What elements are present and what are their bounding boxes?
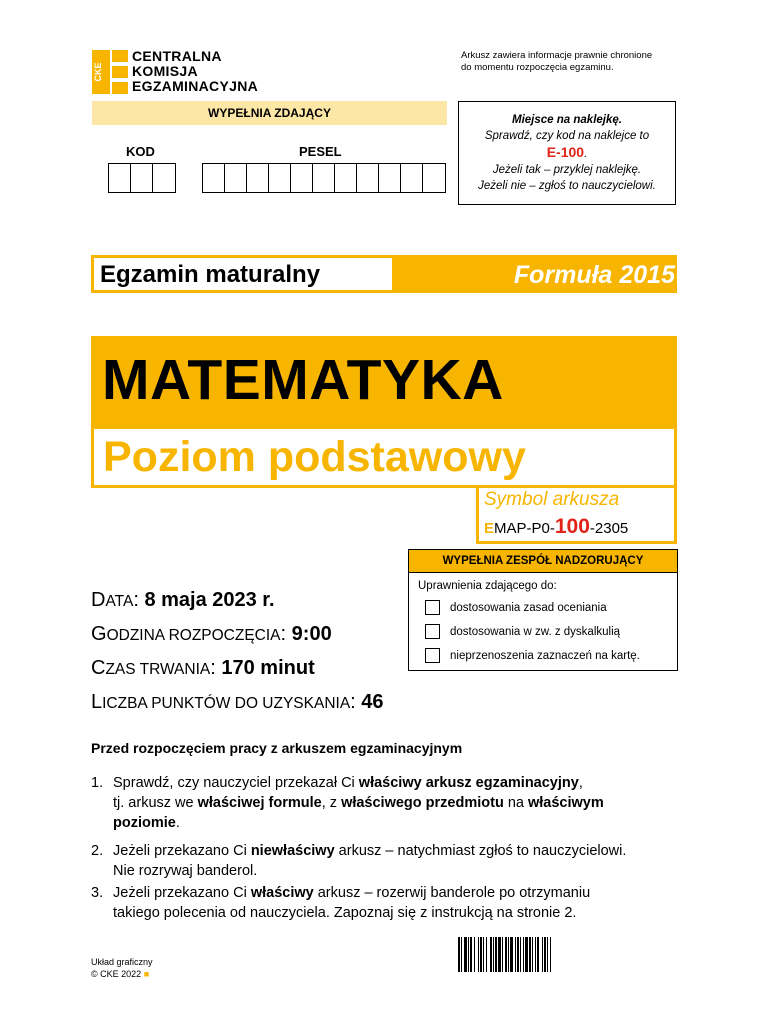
instruction-item — [91, 883, 671, 923]
footer-copyright: © CKE 2022 ■ — [91, 969, 150, 979]
instruction-text: Jeżeli przekazano Ci właściwy arkusz – rozerwij banderole po otrzymaniu takiego polecenia od nauczyciela. Zapoznaj się z instrukcją na stronie 2. — [113, 885, 591, 921]
kod-label: KOD — [126, 144, 155, 159]
subject-level: Poziom podstawowy — [103, 433, 526, 481]
barcode-bar — [551, 937, 553, 972]
exam-formula: Formuła 2015 — [513, 261, 675, 289]
time-value: 9:00 — [291, 623, 332, 645]
duration-label: ZAS TRWANIA — [105, 661, 211, 678]
exam-name: Egzamin maturalny — [94, 258, 392, 290]
kod-field[interactable] — [108, 163, 176, 193]
pesel-digit-box[interactable] — [379, 164, 401, 192]
pesel-digit-box[interactable] — [357, 164, 379, 192]
privilege-item — [425, 624, 620, 639]
time-label-initial: G — [91, 623, 107, 645]
pesel-digit-box[interactable] — [335, 164, 357, 192]
sticker-title: Miejsce na naklejkę. — [512, 114, 622, 126]
privilege-checkbox[interactable] — [425, 600, 440, 615]
points-value: 46 — [361, 691, 384, 713]
exam-date: DATA: 8 maja 2023 r. — [91, 589, 275, 611]
sticker-code: E-100 — [546, 144, 585, 160]
instruction-item — [91, 841, 671, 881]
supervisors-header: WYPEŁNIA ZESPÓŁ NADZORUJĄCY — [408, 549, 678, 573]
privilege-item — [425, 648, 640, 663]
kod-digit-box[interactable] — [131, 164, 153, 192]
institution-line-3: EGZAMINACYJNA — [132, 78, 259, 94]
privilege-checkbox[interactable] — [425, 648, 440, 663]
cke-logo-icon — [92, 50, 128, 94]
symbol-label: Symbol arkusza — [484, 489, 620, 510]
pesel-digit-box[interactable] — [203, 164, 225, 192]
notice-line-2: do momentu rozpoczęcia egzaminu. — [461, 62, 614, 73]
institution-line-1: CENTRALNA — [132, 48, 222, 64]
instructions-title: Przed rozpoczęciem pracy z arkuszem egzaminacyjnym — [91, 740, 463, 756]
pesel-digit-box[interactable] — [423, 164, 445, 192]
instruction-text: Sprawdź, czy nauczyciel przekazał Ci właściwy arkusz egzaminacyjny, tj. arkusz we właściwej formule, z właściwego przedmiotu na właściwym poziomie. — [113, 775, 604, 831]
subject-title: MATEMATYKA — [102, 348, 504, 412]
instruction-number: 1. — [91, 775, 104, 791]
legal-notice — [461, 50, 652, 74]
symbol-suffix: -2305 — [589, 520, 629, 537]
duration-label-initial: C — [91, 657, 106, 679]
pesel-label: PESEL — [299, 144, 342, 159]
sticker-yes-line: Jeżeli tak – przyklej naklejkę. — [492, 164, 642, 176]
supervisors-intro: Uprawnienia zdającego do: — [418, 580, 557, 592]
points-label-initial: L — [91, 691, 103, 713]
pesel-digit-box[interactable] — [247, 164, 269, 192]
exam-start-time: GODZINA ROZPOCZĘCIA: 9:00 — [91, 623, 332, 645]
privilege-checkbox[interactable] — [425, 624, 440, 639]
candidate-section-header: WYPEŁNIA ZDAJĄCY — [92, 101, 447, 125]
kod-digit-box[interactable] — [153, 164, 175, 192]
instruction-text: Jeżeli przekazano Ci niewłaściwy arkusz – natychmiast zgłoś to nauczycielowi. Nie rozrywaj banderol. — [113, 843, 627, 879]
institution-line-2: KOMISJA — [132, 63, 198, 79]
time-label: ODZINA ROZPOCZĘCIA — [106, 627, 281, 644]
kod-digit-box[interactable] — [109, 164, 131, 192]
cke-mini-logo-icon: ■ — [143, 969, 150, 979]
privilege-label: dostosowania w zw. z dyskalkulią — [450, 625, 621, 638]
sticker-code-line — [459, 144, 675, 162]
notice-line-1: Arkusz zawiera informacje prawnie chronione — [461, 50, 653, 61]
exam-duration: CZAS TRWANIA: 170 minut — [91, 657, 315, 679]
instruction-number: 3. — [91, 885, 104, 901]
exam-points: LICZBA PUNKTÓW DO UZYSKANIA: 46 — [91, 691, 384, 713]
sticker-area — [458, 101, 676, 205]
privilege-label: nieprzenoszenia zaznaczeń na kartę. — [450, 649, 640, 662]
svg-text:CKE: CKE — [93, 62, 103, 82]
barcode — [458, 937, 675, 972]
pesel-field[interactable] — [202, 163, 446, 193]
symbol-prefix: MAP-P0- — [494, 520, 555, 537]
sticker-no-line: Jeżeli nie – zgłoś to nauczycielowi. — [478, 180, 656, 192]
sticker-code-suffix: . — [584, 148, 588, 160]
pesel-digit-box[interactable] — [313, 164, 335, 192]
symbol-number: 100 — [554, 515, 590, 538]
sticker-instruction: Sprawdź, czy kod na naklejce to — [484, 130, 650, 142]
privilege-label: dostosowania zasad oceniania — [450, 601, 607, 614]
symbol-code — [484, 514, 628, 542]
pesel-digit-box[interactable] — [225, 164, 247, 192]
pesel-digit-box[interactable] — [291, 164, 313, 192]
footer — [91, 956, 153, 980]
privilege-item — [425, 600, 607, 615]
instruction-item — [91, 773, 671, 833]
date-value: 8 maja 2023 r. — [144, 589, 275, 611]
institution-name — [132, 49, 258, 94]
pesel-digit-box[interactable] — [401, 164, 423, 192]
footer-layout-credit: Układ graficzny — [91, 957, 153, 967]
duration-value: 170 minut — [221, 657, 315, 679]
instruction-number: 2. — [91, 843, 104, 859]
points-label: ICZBA PUNKTÓW DO UZYSKANIA — [102, 695, 351, 712]
pesel-digit-box[interactable] — [269, 164, 291, 192]
date-label-initial: D — [91, 589, 106, 611]
date-label: ATA — [105, 593, 134, 610]
symbol-prefix-e: E — [484, 520, 495, 537]
